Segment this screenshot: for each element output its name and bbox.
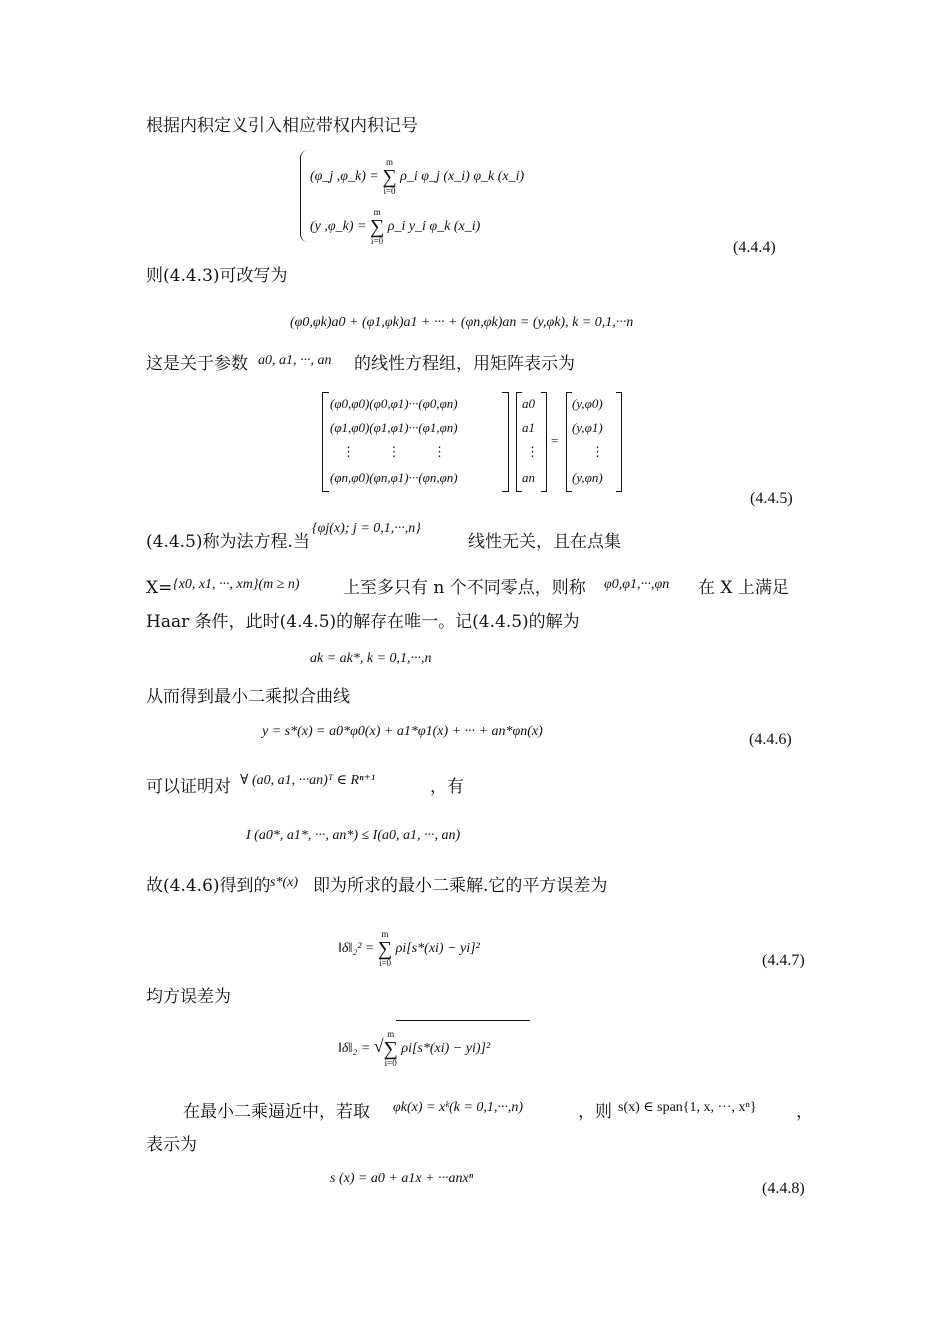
phi-set: {φj(x); j = 0,1,···,n} [312, 521, 421, 536]
equation-number: (4.4.7) [762, 952, 805, 969]
vector-rhs-entry: (y,φ0) [572, 396, 603, 411]
params-line-end: 的线性方程组，用矩阵表示为 [354, 354, 575, 374]
normal-eq-line-end: 线性无关，且在点集 [468, 532, 621, 552]
vector-a-entry: a1 [522, 420, 535, 435]
sqrt-symbol: √ [373, 1036, 384, 1057]
polynomial-eq: s (x) = a0 + a1x + ···anxⁿ [330, 1171, 474, 1186]
square-error-rhs: ρi[s*(xi) − yi]² [395, 941, 480, 957]
s-star: s*(x) [270, 875, 298, 890]
vector-rhs-entry: (y,φn) [572, 470, 603, 485]
mean-square-error-eq [338, 1030, 490, 1068]
proof-line-end: ，有 [430, 777, 464, 797]
approx-line-end: ， [796, 1102, 813, 1122]
matrix-row: (φn,φ0)(φn,φ1)···(φn,φn) [330, 470, 458, 485]
sum-symbol: m ∑ i=0 [377, 929, 393, 968]
forall-expr: ∀ (a0, a1, ···an)ᵀ ∈ Rⁿ⁺¹ [240, 773, 376, 788]
vector-a-entry: an [522, 470, 535, 485]
solution-eq: ak = ak*, k = 0,1,···,n [310, 651, 432, 666]
square-error-lhs: ‖δ‖₂² = [338, 941, 375, 957]
represent-line: 表示为 [146, 1135, 197, 1155]
approx-line-middle: ，则 [578, 1102, 612, 1122]
eq444-line2-rhs: ρ_i y_i φ_k (x_i) [387, 219, 481, 235]
phi-k-def: φk(x) = xᵏ(k = 0,1,···,n) [393, 1100, 524, 1115]
vector-rhs-entry: (y,φ1) [572, 420, 603, 435]
span-expr: s(x) ∈ span{1, x, ···, xⁿ} [618, 1100, 757, 1115]
sum-symbol: m ∑ i=0 [369, 207, 385, 246]
eq444-line2 [310, 208, 480, 246]
approx-line-start: 在最小二乘逼近中，若取 [183, 1102, 370, 1122]
eq444-line1-lhs: (φ_j ,φ_k) = [310, 169, 379, 185]
mean-square-rhs: ρi[s*(xi) − yi)]² [401, 1041, 491, 1057]
square-error-eq [338, 930, 480, 968]
solution-line-end: 即为所求的最小二乘解.它的平方误差为 [313, 876, 608, 896]
matrix-row: (φ1,φ0)(φ1,φ1)···(φ1,φn) [330, 420, 458, 435]
sum-symbol: m ∑ i=0 [383, 1029, 398, 1068]
sum-symbol: m ∑ i=0 [382, 157, 397, 196]
vector-right-bracket [541, 392, 547, 492]
eq444-line1 [310, 158, 524, 196]
mean-square-lhs: ‖δ‖₂ = [338, 1041, 371, 1057]
phi-list: φ0,φ1,···,φn [604, 577, 670, 592]
rewrite-line: 则(4.4.3)可改写为 [146, 266, 288, 286]
haar-line-end: 在 X 上满足 [698, 578, 789, 598]
rhs-right-bracket [616, 392, 622, 492]
vector-a-entry: a0 [522, 396, 535, 411]
point-set: {x0, x1, ···, xm}(m ≥ n) [173, 577, 300, 592]
vector-a-entry: ⋮ [526, 444, 539, 459]
mean-square-label: 均方误差为 [146, 987, 231, 1007]
sqrt-bar [396, 1020, 530, 1021]
equation-number: (4.4.5) [750, 490, 793, 507]
intro-line: 根据内积定义引入相应带权内积记号 [146, 116, 418, 136]
point-set-label: X= [146, 578, 173, 598]
fitting-curve-eq: y = s*(x) = a0*φ0(x) + a1*φ1(x) + ··· + an*φn(x) [262, 724, 543, 739]
proof-line-start: 可以证明对 [146, 777, 231, 797]
matrix-right-bracket [502, 392, 509, 492]
haar-line-middle: 上至多只有 n 个不同零点，则称 [343, 578, 586, 598]
inequality-eq: I (a0*, a1*, ···, an*) ≤ I(a0, a1, ···, an) [246, 828, 461, 843]
haar-condition-line: Haar 条件，此时(4.4.5)的解存在唯一。记(4.4.5)的解为 [146, 612, 580, 632]
equals-sign: = [551, 433, 559, 448]
equation-number: (4.4.6) [749, 731, 792, 748]
matrix-row: ⋮ ⋮ ⋮ [342, 444, 446, 459]
params-math: a0, a1, ···, an [258, 353, 332, 368]
fitting-curve-line: 从而得到最小二乘拟合曲线 [146, 687, 350, 707]
equation-number: (4.4.4) [733, 239, 776, 256]
vector-rhs-entry: ⋮ [591, 444, 604, 459]
solution-line-start: 故(4.4.6)得到的 [146, 876, 271, 896]
eq444-line1-rhs: ρ_i φ_j (x_i) φ_k (x_i) [400, 169, 525, 185]
matrix-left-bracket [322, 392, 329, 492]
equation-number: (4.4.8) [762, 1180, 805, 1197]
matrix-row: (φ0,φ0)(φ0,φ1)···(φ0,φn) [330, 396, 458, 411]
normal-equation: (φ0,φk)a0 + (φ1,φk)a1 + ··· + (φn,φk)an = (y,φk), k = 0,1,···n [290, 315, 634, 330]
params-line-start: 这是关于参数 [146, 354, 248, 374]
eq444-line2-lhs: (y ,φ_k) = [310, 219, 367, 235]
normal-eq-line-start: (4.4.5)称为法方程.当 [146, 532, 310, 552]
